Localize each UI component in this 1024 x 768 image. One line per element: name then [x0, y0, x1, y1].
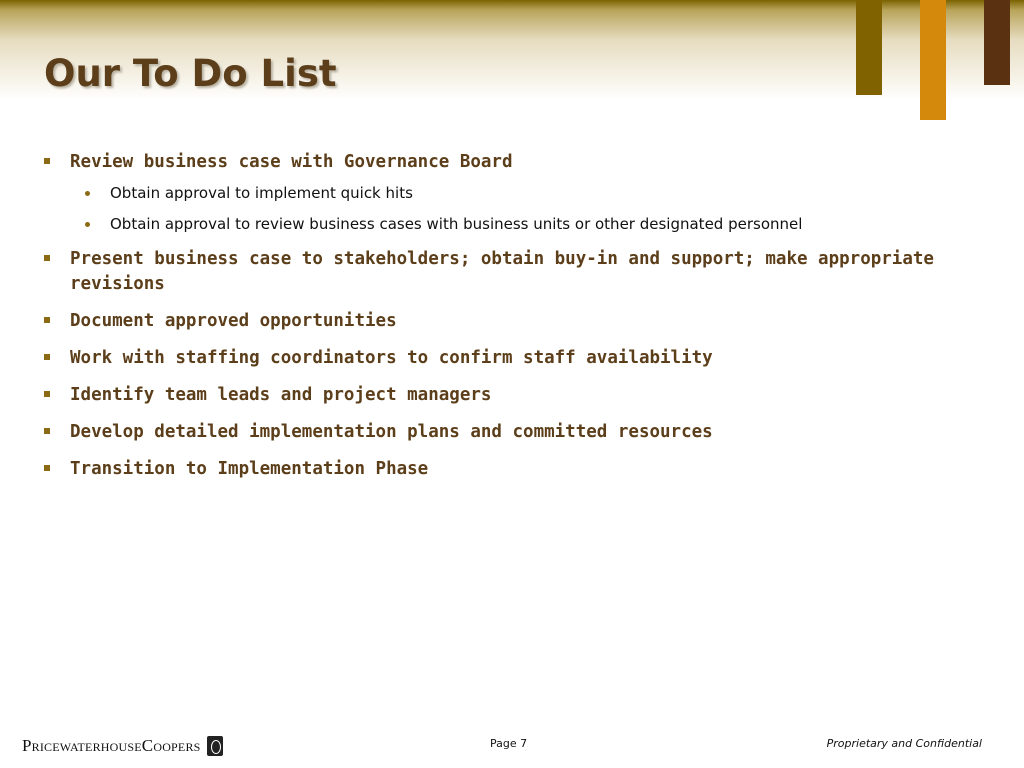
list-item: [40, 150, 940, 235]
slide-title: Our To Do List: [44, 52, 337, 95]
list-item-text: Transition to Implementation Phase: [70, 459, 429, 479]
square-bullet-icon: [44, 428, 50, 434]
list-item-text: Review business case with Governance Board: [70, 152, 513, 172]
page-number: Page 7: [490, 737, 528, 750]
sub-list-item: [70, 214, 940, 235]
list-item: [40, 247, 940, 297]
sub-list-item: [70, 183, 940, 204]
list-item: [40, 309, 940, 334]
accent-bar-brown: [984, 0, 1010, 85]
logo-wordmark: PricewaterhouseCoopers: [22, 736, 201, 755]
todo-list: [40, 150, 940, 494]
list-item: [40, 457, 940, 482]
list-item-text: Work with staffing coordinators to confirm staff availability: [70, 348, 713, 368]
square-bullet-icon: [44, 391, 50, 397]
dot-bullet-icon: [85, 222, 90, 227]
square-bullet-icon: [44, 465, 50, 471]
confidential-note: Proprietary and Confidential: [826, 737, 982, 750]
list-item-text: Present business case to stakeholders; obtain buy-in and support; make appropriate revisions: [70, 249, 934, 294]
list-item: [40, 420, 940, 445]
accent-bar-orange: [920, 0, 946, 120]
sub-list-item-text: Obtain approval to review business cases with business units or other designated personnel: [110, 215, 803, 233]
sub-list: [70, 183, 940, 235]
square-bullet-icon: [44, 255, 50, 261]
accent-bar-olive: [856, 0, 882, 95]
logo-mark-icon: [207, 736, 223, 756]
company-logo: [22, 734, 223, 758]
list-item-text: Develop detailed implementation plans and committed resources: [70, 422, 713, 442]
square-bullet-icon: [44, 317, 50, 323]
list-item: [40, 346, 940, 371]
list-item-text: Identify team leads and project managers: [70, 385, 492, 405]
list-item-text: Document approved opportunities: [70, 311, 397, 331]
dot-bullet-icon: [85, 191, 90, 196]
sub-list-item-text: Obtain approval to implement quick hits: [110, 184, 413, 202]
square-bullet-icon: [44, 354, 50, 360]
list-item: [40, 383, 940, 408]
square-bullet-icon: [44, 158, 50, 164]
